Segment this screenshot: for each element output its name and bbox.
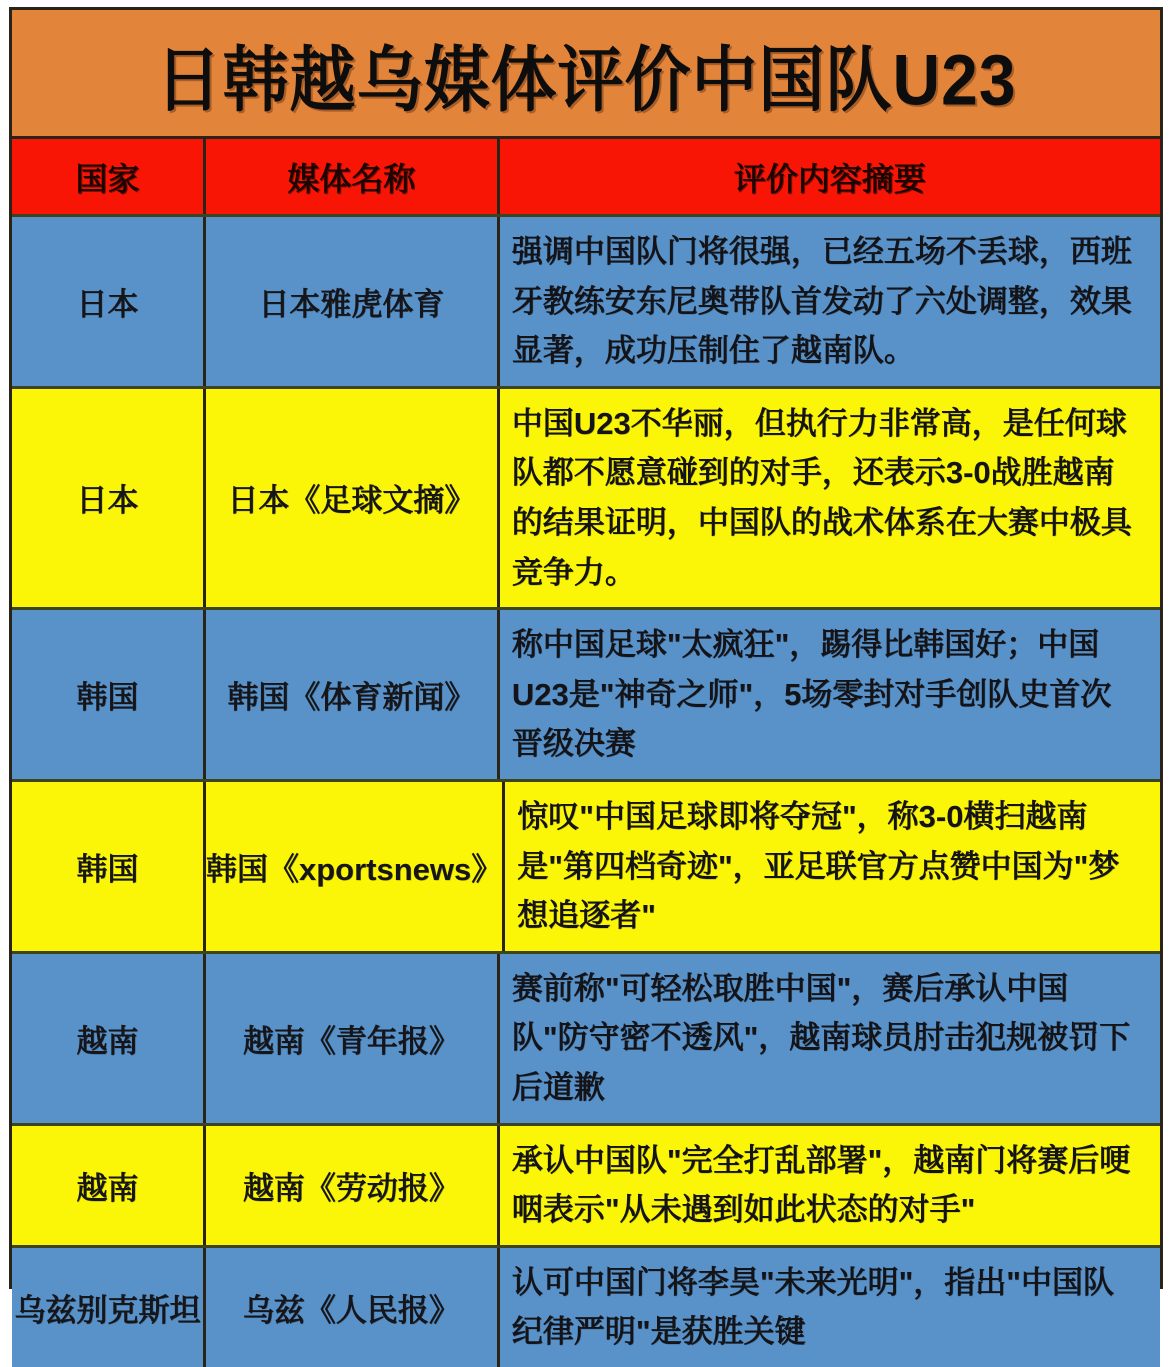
- media-name-cell: 越南《青年报》: [206, 954, 500, 1123]
- column-header-summary: 评价内容摘要: [733, 160, 926, 197]
- summary-cell: 承认中国队"完全打乱部署"，越南门将赛后哽咽表示"从未遇到如此状态的对手": [511, 1142, 1131, 1228]
- table-row: [12, 386, 1160, 607]
- table-row: [12, 951, 1160, 1123]
- country-cell: 日本: [12, 389, 206, 607]
- country-cell: 越南: [12, 954, 206, 1123]
- table-row: [12, 1245, 1160, 1367]
- country-cell: 韩国: [12, 610, 206, 779]
- table-header-row: [12, 139, 1160, 214]
- media-name-cell: 越南《劳动报》: [206, 1126, 500, 1245]
- country-cell: 乌兹别克斯坦: [12, 1248, 206, 1367]
- summary-cell: 认可中国门将李昊"未来光明"，指出"中国队纪律严明"是获胜关键: [511, 1264, 1114, 1350]
- table-row: [12, 1123, 1160, 1245]
- media-name-cell: 韩国《体育新闻》: [206, 610, 500, 779]
- summary-cell: 称中国足球"太疯狂"，踢得比韩国好；中国U23是"神奇之师"，5场零封对手创队史首次晋级决赛: [511, 627, 1112, 762]
- media-name-cell: 韩国《xportsnews》: [206, 782, 505, 951]
- page-title: 日韩越乌媒体评价中国队U23: [155, 38, 1017, 119]
- media-name-cell: 日本《足球文摘》: [206, 389, 500, 607]
- table-row: [12, 607, 1160, 779]
- summary-cell: 中国U23不华丽，但执行力非常高，是任何球队都不愿意碰到的对手，还表示3-0战胜越南的结果证明，中国队的战术体系在大赛中极具竞争力。: [511, 405, 1132, 590]
- media-review-infographic: [9, 7, 1163, 1350]
- table-row: [12, 779, 1160, 951]
- media-review-table: [12, 139, 1160, 1367]
- column-header-media: 媒体名称: [206, 139, 500, 214]
- country-cell: 日本: [12, 217, 206, 386]
- media-name-cell: 乌兹《人民报》: [206, 1248, 500, 1367]
- column-header-country: 国家: [12, 139, 206, 214]
- summary-cell: 惊叹"中国足球即将夺冠"，称3-0横扫越南是"第四档奇迹"，亚足联官方点赞中国为"梦想追逐者": [517, 798, 1120, 934]
- title-banner: [12, 10, 1160, 139]
- country-cell: 韩国: [12, 782, 206, 951]
- country-cell: 越南: [12, 1126, 206, 1245]
- summary-cell: 赛前称"可轻松取胜中国"，赛后承认中国队"防守密不透风"，越南球员肘击犯规被罚下后道歉: [511, 970, 1131, 1105]
- table-body: [12, 214, 1160, 1367]
- table-row: [12, 214, 1160, 386]
- media-name-cell: 日本雅虎体育: [206, 217, 500, 386]
- summary-cell: 强调中国队门将很强，已经五场不丢球，西班牙教练安东尼奥带队首发动了六处调整，效果显著，成功压制住了越南队。: [511, 234, 1132, 369]
